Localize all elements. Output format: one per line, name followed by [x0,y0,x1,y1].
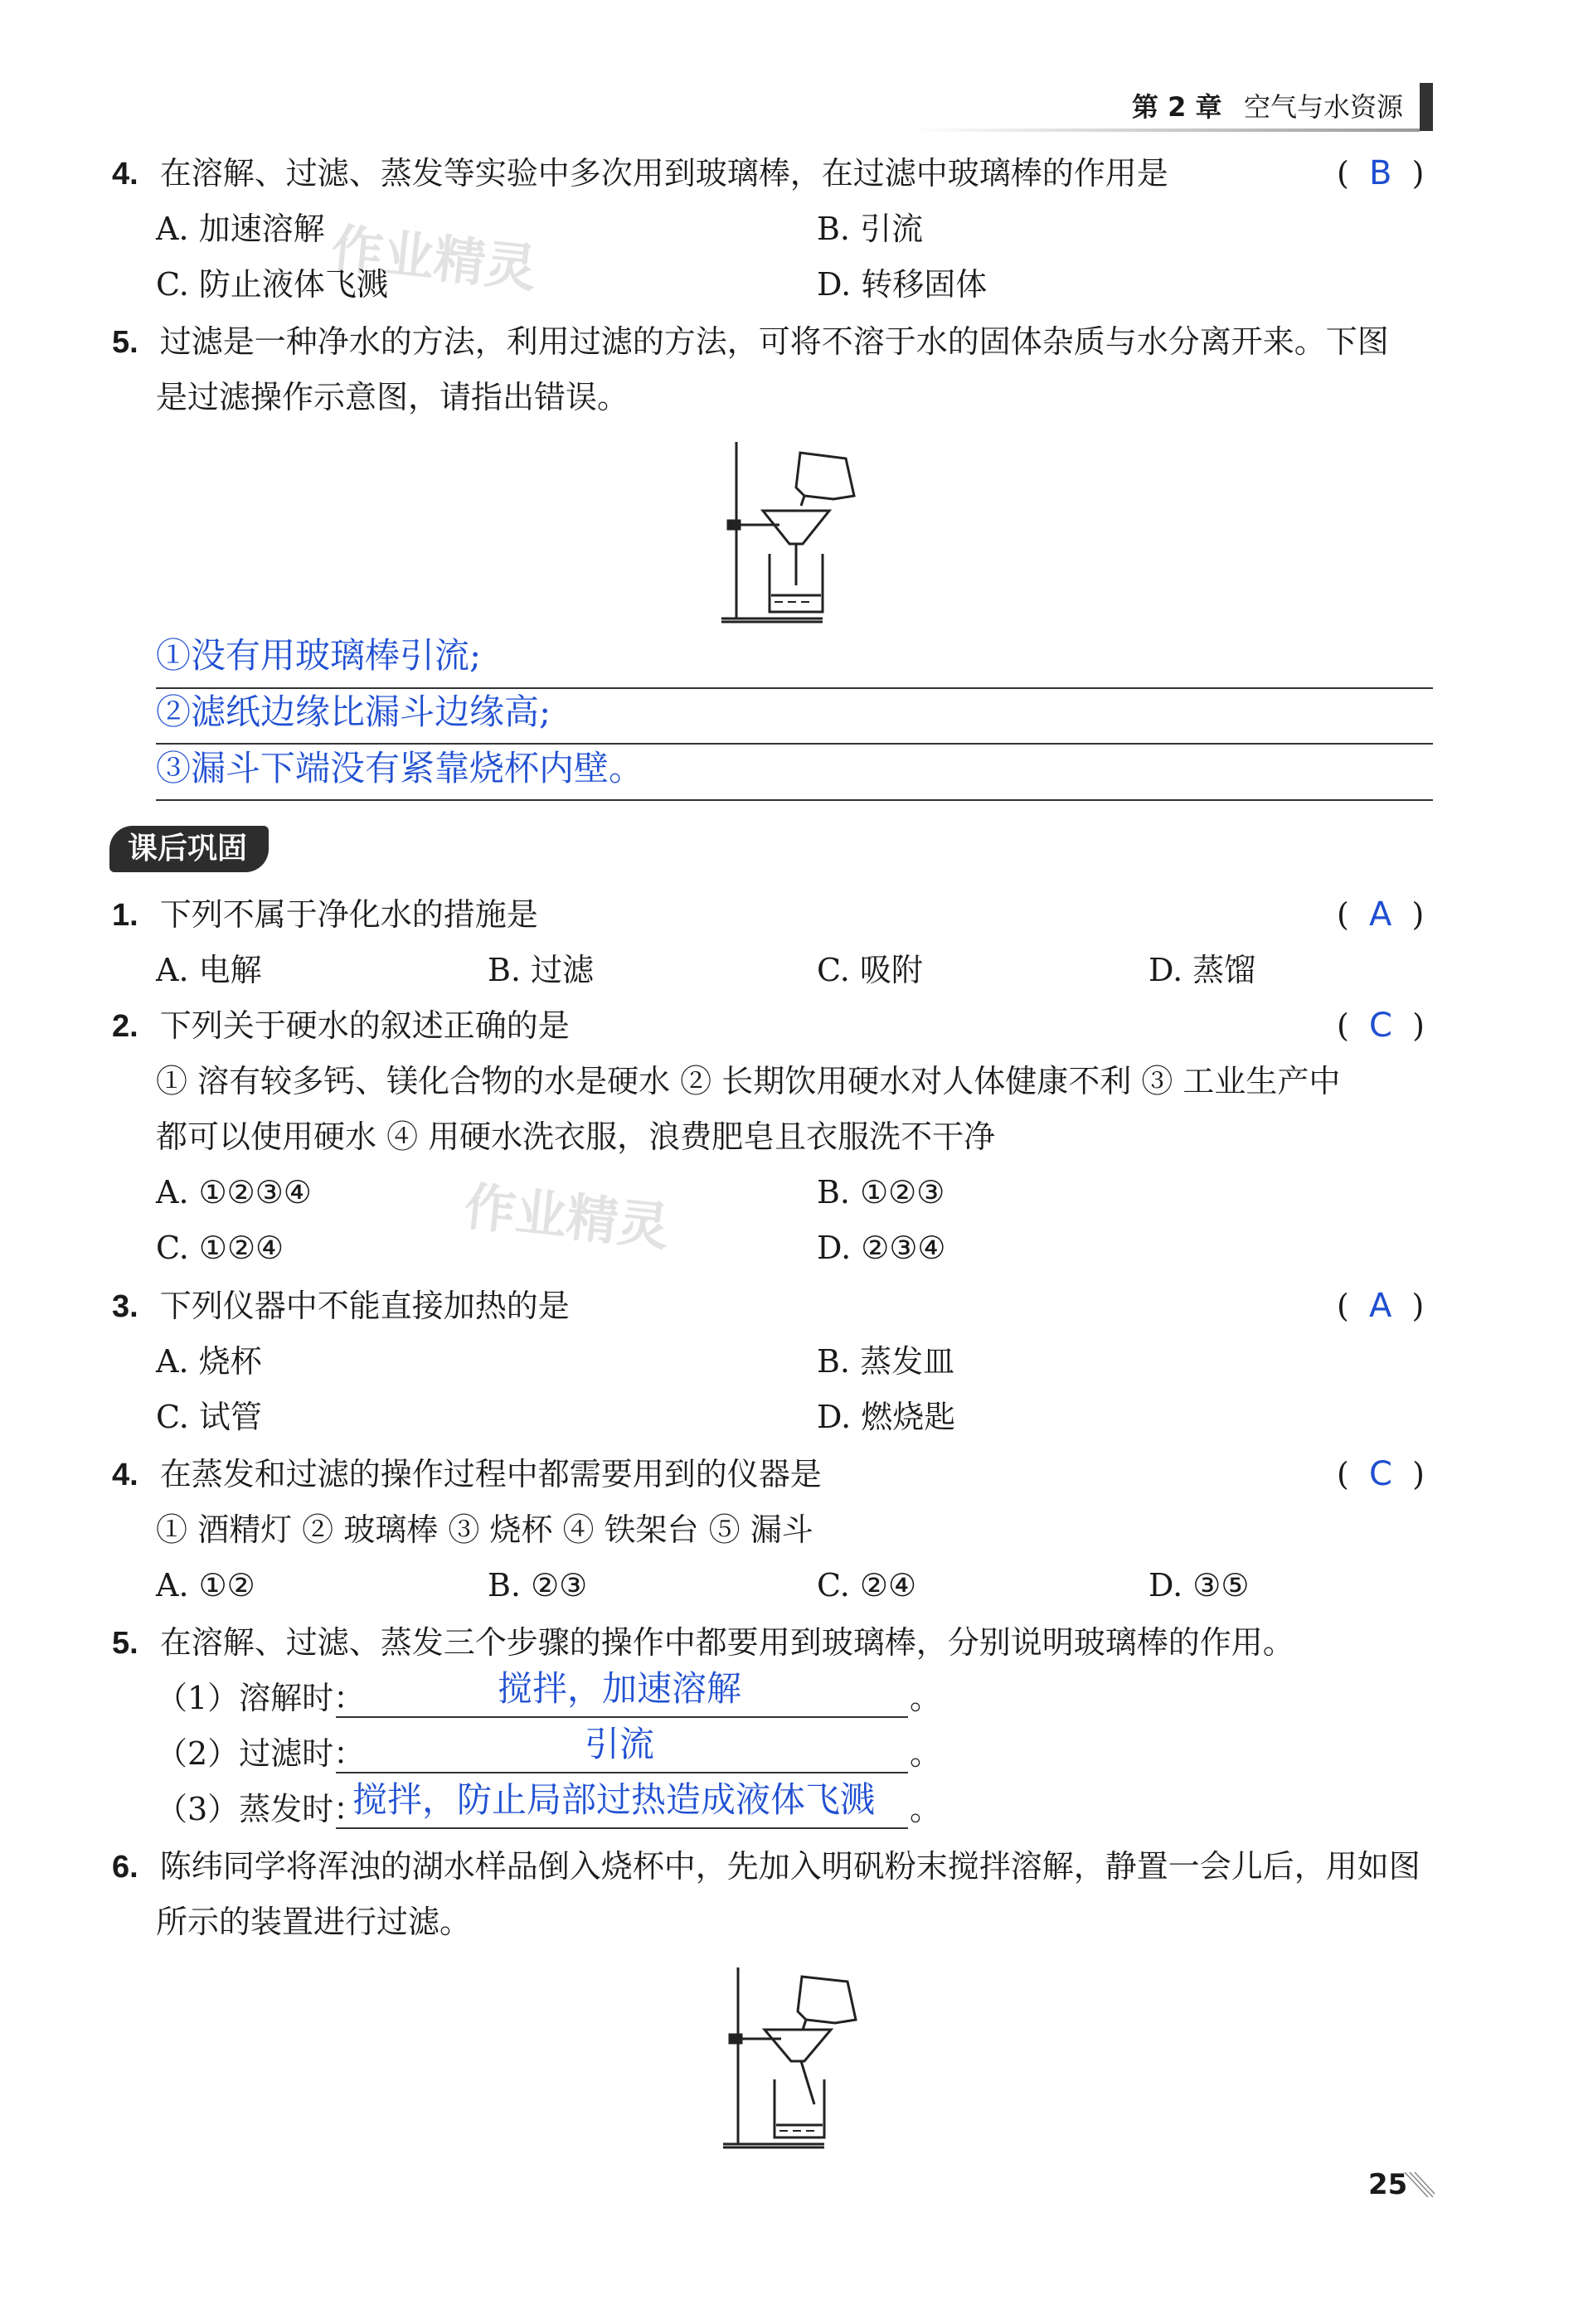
page-corner-hatch [1403,2171,1436,2200]
option: B. ①②③ [817,1174,945,1211]
answer-choice: C [1368,1007,1392,1045]
header-bar [1420,83,1433,131]
option: C. ②④ [817,1567,917,1604]
answer-choice: B [1368,154,1392,192]
option: D. 转移固体 [817,266,988,303]
question-number: 5. [112,1626,138,1661]
page-number: 25 [1368,2168,1408,2201]
question-text-cont: 是过滤操作示意图，请指出错误。 [156,379,629,415]
option: B. 引流 [817,211,924,247]
option: A. 加速溶解 [156,211,325,247]
question-1 [112,895,538,934]
question-text: 在溶解、过滤、蒸发等实验中多次用到玻璃棒，在过滤中玻璃棒的作用是 [159,155,1168,192]
question-5 [112,323,1389,361]
handwritten-answer: ②滤纸边缘比漏斗边缘高; [156,691,551,732]
answer-line [336,1716,908,1718]
question-text: 下列仪器中不能直接加热的是 [159,1288,570,1324]
chapter-label: 第 2 章 [1132,91,1222,123]
option: B. ②③ [488,1567,588,1604]
handwritten-answer: ③漏斗下端没有紧靠烧杯内壁。 [156,748,644,788]
part-label: （3）蒸发时： [156,1791,366,1827]
answer-line [156,687,1433,689]
option: B. 蒸发皿 [817,1343,955,1380]
part-label: （1）溶解时： [156,1680,366,1716]
question-number: 1. [112,898,138,933]
question-number: 5. [112,325,138,360]
question-text: 在蒸发和过滤的操作过程中都需要用到的仪器是 [159,1456,822,1492]
option: A. ①② [156,1567,255,1604]
option: C. ①②④ [156,1230,284,1266]
option: B. 过滤 [488,952,595,988]
answer-bracket: ( B ) [1337,154,1425,192]
statement-line: ① 溶有较多钙、镁化合物的水是硬水 ② 长期饮用硬水对人体健康不利 ③ 工业生产中 [156,1063,1341,1099]
option: A. 电解 [156,952,262,988]
handwritten-answer: ①没有用玻璃棒引流; [156,635,482,676]
handwritten-answer: 搅拌，防止局部过热造成液体飞溅 [352,1779,876,1820]
period: 。 [910,1791,942,1827]
answer-bracket: ( C ) [1337,1455,1425,1493]
question-3 [112,1287,570,1326]
option: C. 试管 [156,1399,262,1435]
question-6 [112,1847,1420,1886]
answer-line [156,799,1433,801]
option: D. 蒸馏 [1149,952,1256,988]
watermark: 作业精灵 [461,1176,673,1258]
option: D. ②③④ [817,1230,946,1266]
answer-choice: A [1368,895,1392,934]
answer-choice: C [1368,1455,1392,1493]
option: C. 防止液体飞溅 [156,266,388,303]
period: 。 [910,1680,942,1716]
header-rule [912,129,1420,132]
period: 。 [910,1735,942,1772]
option: A. 烧杯 [156,1343,262,1380]
answer-line [336,1827,908,1829]
answer-bracket: ( A ) [1337,895,1425,934]
question-number: 4. [112,157,138,192]
question-5b [112,1623,1294,1662]
question-text: 在溶解、过滤、蒸发三个步骤的操作中都要用到玻璃棒，分别说明玻璃棒的作用。 [159,1624,1294,1661]
answer-choice: A [1368,1287,1392,1325]
option: A. ①②③④ [156,1174,312,1211]
filtration-apparatus-diagram [715,1963,881,2154]
question-number: 3. [112,1289,138,1324]
question-text: 下列关于硬水的叙述正确的是 [159,1007,570,1044]
question-number: 6. [112,1850,138,1885]
filtration-apparatus-diagram [713,438,879,628]
part-label: （2）过滤时： [156,1735,366,1772]
option: D. ③⑤ [1149,1567,1250,1604]
question-number: 4. [112,1458,138,1492]
statement-line: ① 酒精灯 ② 玻璃棒 ③ 烧杯 ④ 铁架台 ⑤ 漏斗 [156,1511,813,1548]
page-header [1124,81,1439,131]
question-2 [112,1007,570,1046]
question-text: 过滤是一种净水的方法，利用过滤的方法，可将不溶于水的固体杂质与水分离开来。下图 [159,323,1389,360]
question-text: 陈纬同学将浑浊的湖水样品倒入烧杯中，先加入明矾粉末搅拌溶解，静置一会儿后，用如图 [159,1848,1420,1885]
question-text-cont: 所示的装置进行过滤。 [156,1904,472,1940]
question-4b [112,1455,822,1494]
option: C. 吸附 [817,952,923,988]
answer-line [336,1772,908,1773]
watermark: 作业精灵 [328,217,540,299]
option: D. 燃烧匙 [817,1399,956,1435]
question-text: 下列不属于净化水的措施是 [159,896,538,933]
section-badge: 课后巩固 [109,826,269,872]
chapter-title: 空气与水资源 [1244,91,1404,123]
handwritten-answer: 引流 [585,1724,655,1764]
answer-bracket: ( C ) [1337,1007,1425,1045]
handwritten-answer: 搅拌，加速溶解 [498,1668,742,1709]
statement-line: 都可以使用硬水 ④ 用硬水洗衣服，浪费肥皂且衣服洗不干净 [156,1118,996,1155]
question-number: 2. [112,1009,138,1044]
answer-line [156,743,1433,745]
question-4 [112,154,1168,193]
answer-bracket: ( A ) [1337,1287,1425,1325]
